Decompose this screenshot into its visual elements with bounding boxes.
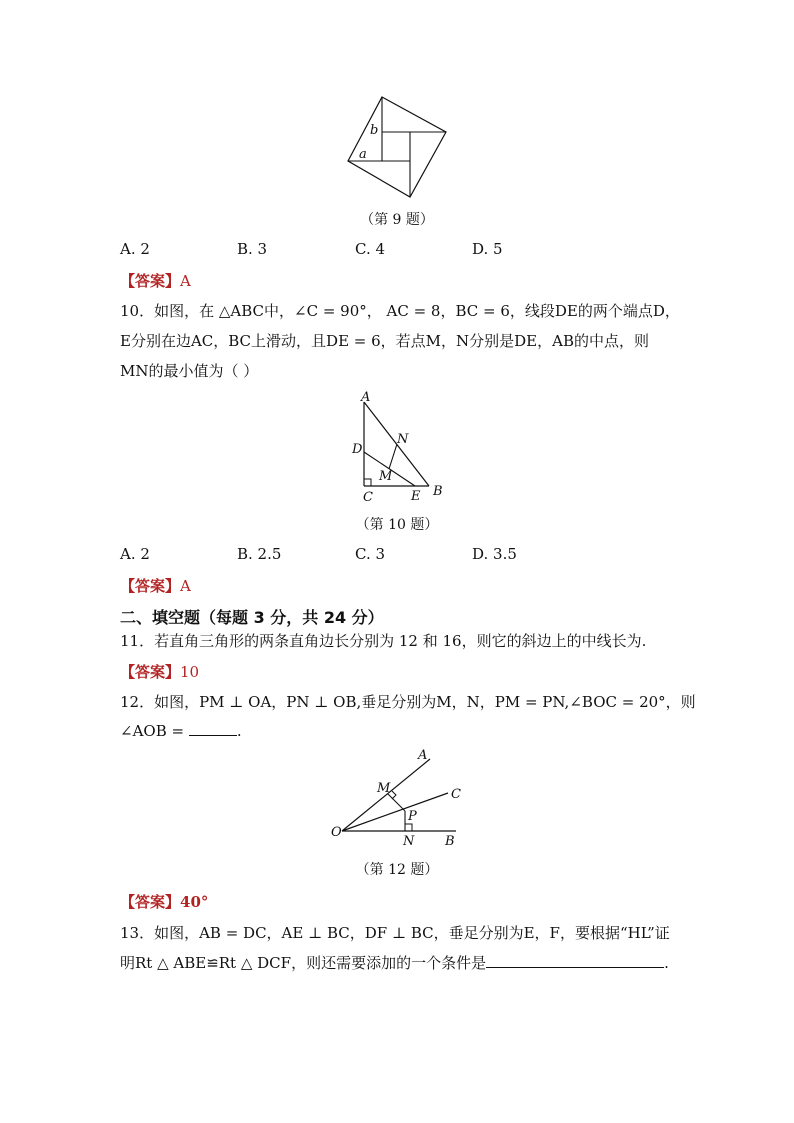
q10-label-e: E [411,489,421,504]
q9-option-b: B. 3 [237,240,268,258]
q12-label-m: M [377,781,391,796]
q9-answer-value: A [180,272,191,290]
q10-line-1: 10．如图，在 △ABC中，∠C = 90°， AC = 8，BC = 6，线段DE的两个端点D， [120,302,680,320]
q12-label-a: A [418,748,428,763]
q12-answer-tag: 【答案】 [120,893,181,911]
q9-option-d: D. 5 [472,240,503,258]
q12-right-angle-n [405,824,412,831]
q12-label-p: P [408,809,417,824]
q10-option-c: C. 3 [355,545,386,563]
q12-answer [120,891,208,912]
q10-segment-mn [389,444,397,469]
section-2-title: 二、填空题（每题 3 分，共 24 分） [120,608,384,627]
q9-option-c: C. 4 [355,240,386,258]
q13-line-2-text: 明Rt △ ABE≌Rt △ DCF，则还需要添加的一个条件是 [120,954,487,972]
q9-answer-tag: 【答案】 [120,272,181,290]
q9-answer [120,270,191,291]
q10-label-m: M [379,469,393,484]
q10-answer-tag: 【答案】 [120,577,181,595]
q10-line-3: MN的最小值为（ ） [120,362,259,380]
q9-option-a: A. 2 [120,240,150,258]
q10-label-c: C [363,490,373,505]
q9-label-b: b [370,123,379,138]
q12-line-1: 12．如图，PM ⊥ OA，PN ⊥ OB,垂足分别为M，N，PM = PN,∠BOC = 20°，则 [120,693,696,711]
q13-line-2-end: . [664,954,669,972]
q12-answer-value: 40° [180,893,209,911]
q10-caption: （第 10 题） [355,517,439,533]
q10-right-angle-mark [364,479,371,486]
q10-line-2: E分别在边AC，BC上滑动，且DE = 6，若点M，N分别是DE，AB的中点，则 [120,332,649,350]
q12-line-2-end: . [236,722,242,740]
q13-line-1: 13．如图，AB = DC，AE ⊥ BC，DF ⊥ BC，垂足分别为E，F，要根据“HL”证 [120,924,670,942]
q10-label-b: B [433,484,443,499]
q11-answer [120,661,199,682]
q10-answer [120,575,191,596]
q12-caption: （第 12 题） [355,862,439,878]
q12-line-2 [120,721,242,740]
q12-label-n: N [403,834,415,849]
q12-figure [328,745,468,853]
q9-caption: （第 9 题） [360,212,434,228]
q10-label-d: D [352,442,363,457]
q9-label-a: a [359,147,367,162]
q13-line-2 [120,952,669,973]
q10-answer-value: A [180,577,191,595]
q11-line: 11．若直角三角形的两条直角边长分别为 12 和 16，则它的斜边上的中线长为. [120,632,647,650]
q10-option-b: B. 2.5 [237,545,282,563]
q9-figure [340,92,455,202]
q11-answer-tag: 【答案】 [120,663,181,681]
q12-answer-blank[interactable] [189,721,237,736]
q12-label-o: O [331,825,342,840]
q11-answer-value: 10 [180,663,200,681]
q12-line-2-text: ∠AOB = [120,722,189,740]
q10-option-d: D. 3.5 [472,545,517,563]
q10-option-a: A. 2 [120,545,150,563]
q12-right-angle-m [392,791,396,799]
q10-label-n: N [397,432,409,447]
q12-label-b: B [445,834,455,849]
q10-label-a: A [361,390,371,405]
q12-ray-oc [342,793,448,831]
q10-figure [345,388,450,506]
q13-answer-blank[interactable] [486,953,664,968]
q12-label-c: C [451,787,461,802]
q12-segment-pm [388,794,405,811]
